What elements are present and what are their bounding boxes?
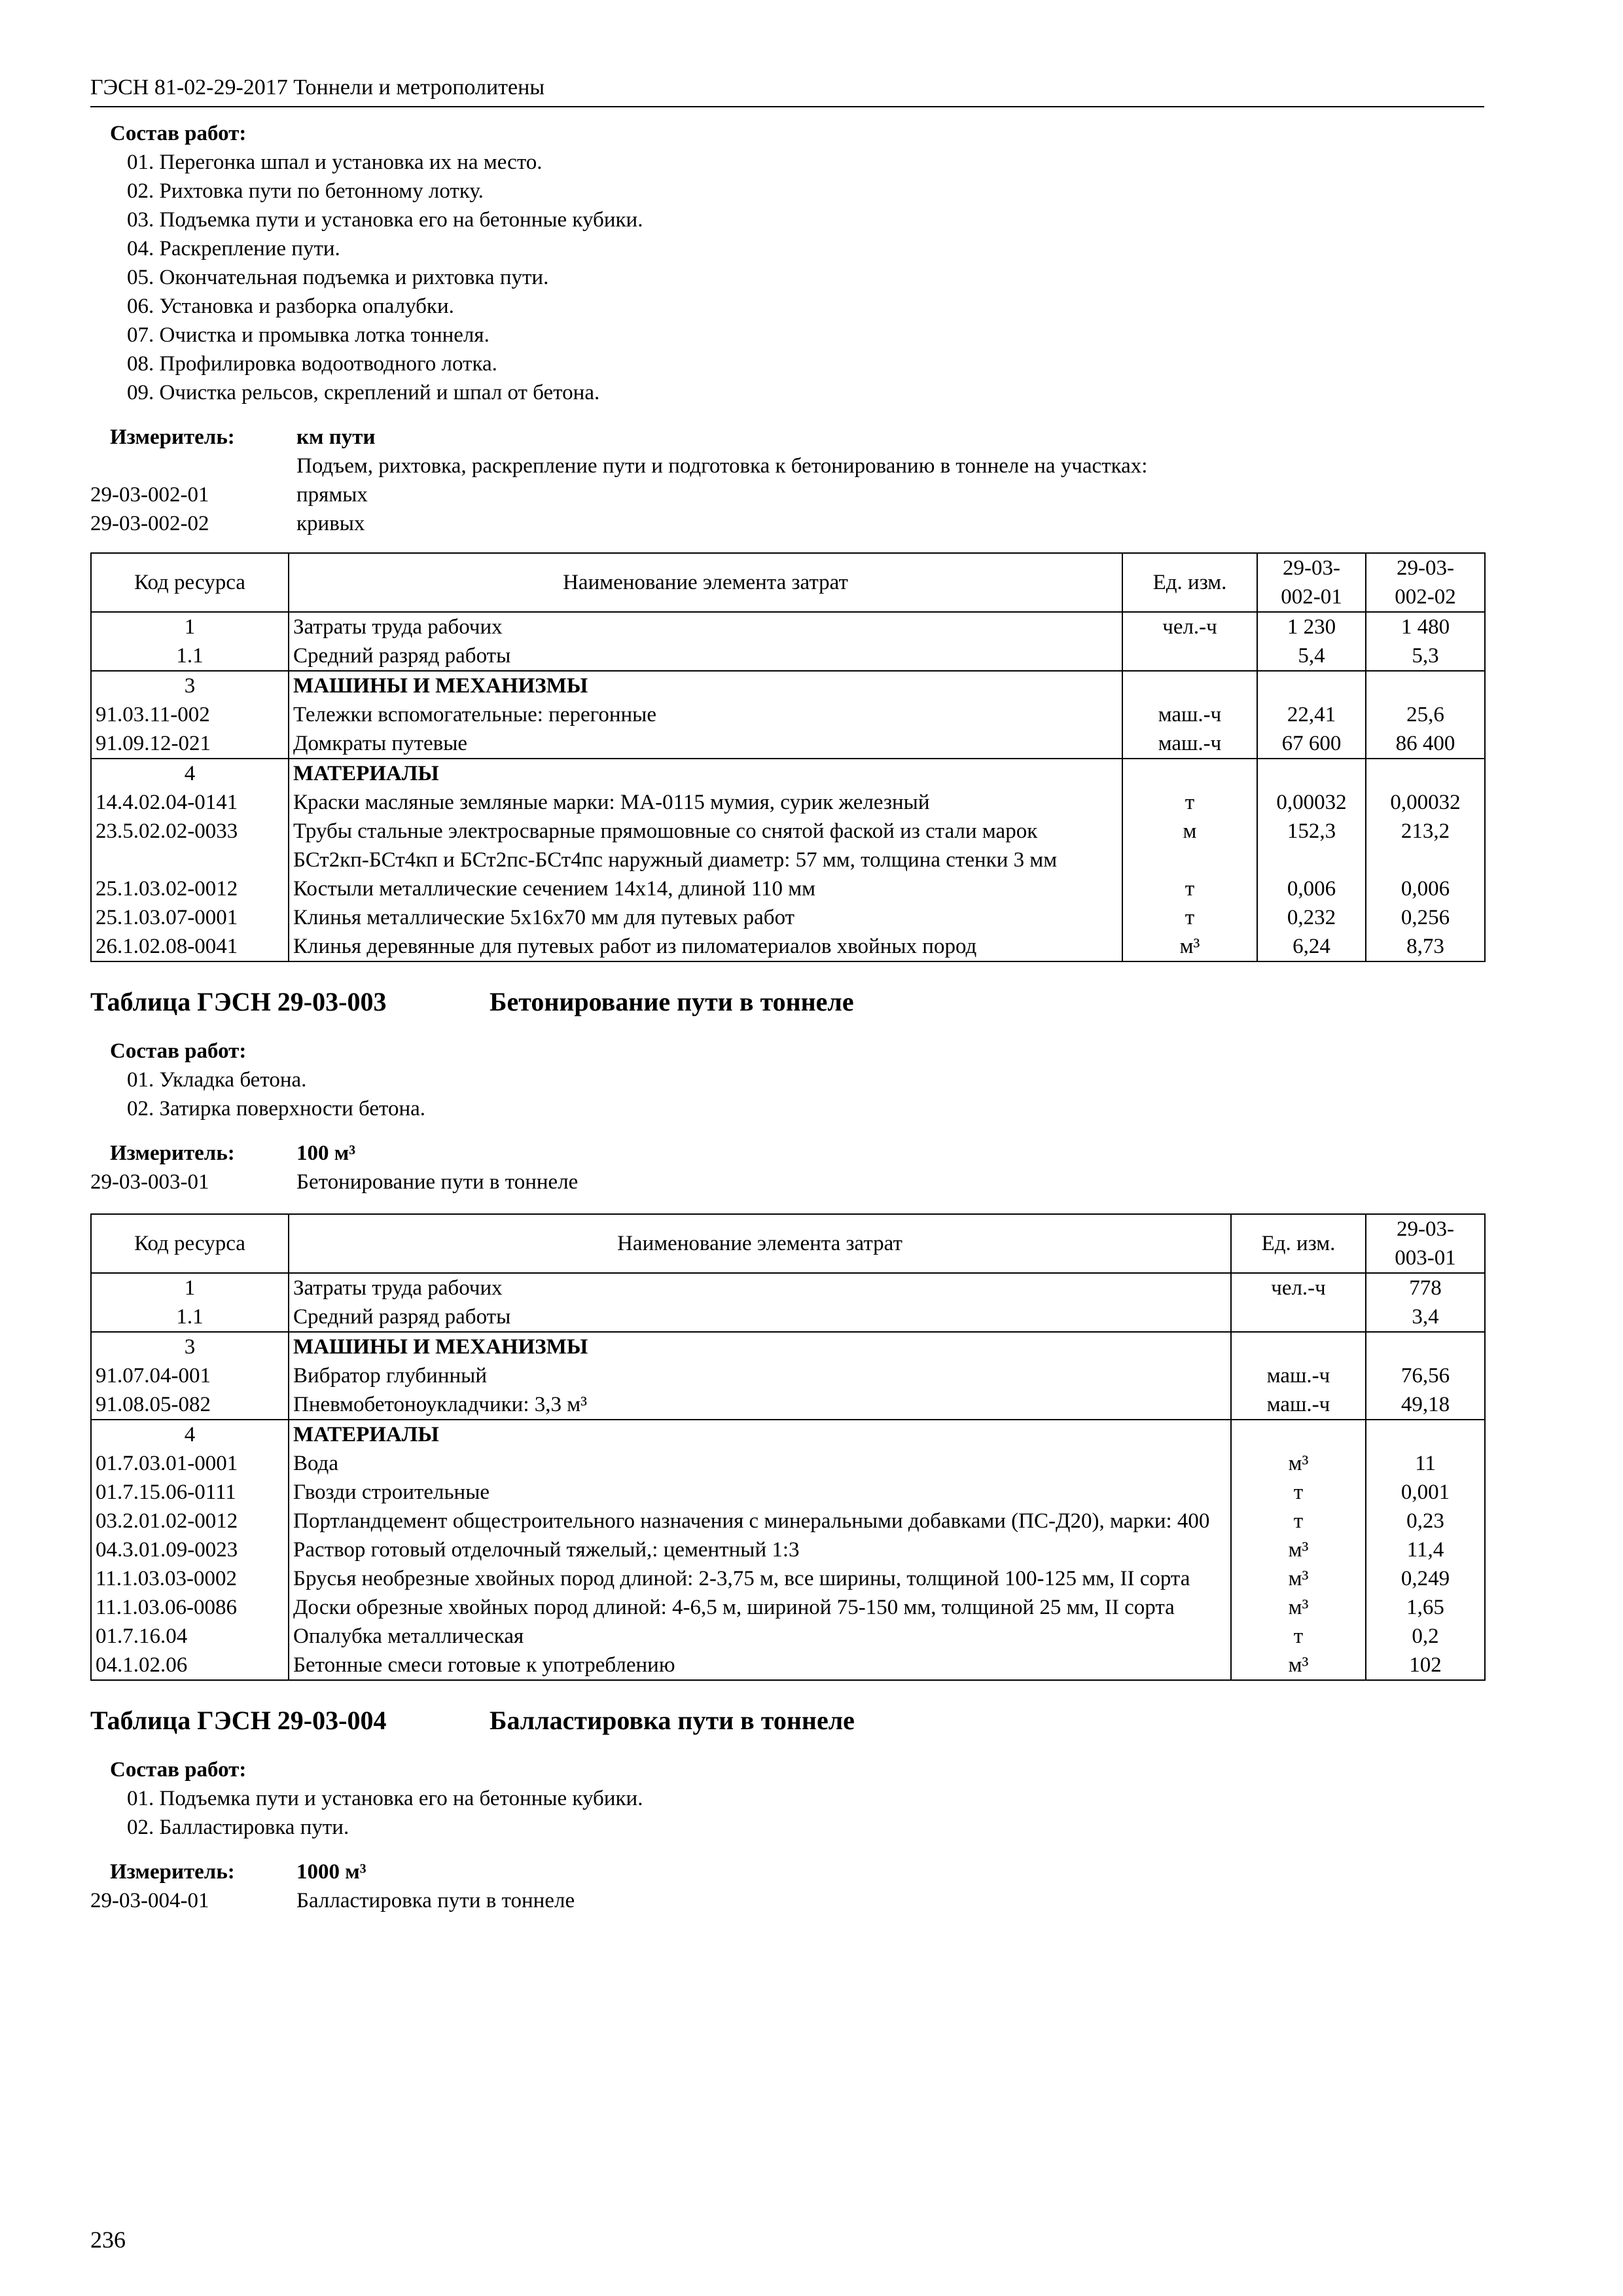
resource-code: 1.1 <box>91 641 289 671</box>
unit: т <box>1122 874 1257 903</box>
unit <box>1231 1420 1366 1449</box>
norm-value: 25,6 <box>1366 700 1485 729</box>
resource-code: 14.4.02.04-0141 <box>91 788 289 817</box>
norm-value: 5,3 <box>1366 641 1485 671</box>
code-number: 29-03-004-01 <box>90 1889 209 1912</box>
norm-value <box>1366 1420 1485 1449</box>
code-list <box>90 1168 1484 1196</box>
code-line <box>90 509 1484 538</box>
code-description: прямых <box>296 483 368 507</box>
code-number: 29-03-002-01 <box>90 483 209 507</box>
column-header: 29-03- 002-01 <box>1257 553 1366 612</box>
work-step: 01. Перегонка шпал и установка их на место. <box>127 151 543 174</box>
table-row <box>91 1273 1485 1302</box>
norm-value: 67 600 <box>1257 729 1366 759</box>
resource-code: 01.7.16.04 <box>91 1622 289 1651</box>
table-row <box>91 612 1485 641</box>
unit: т <box>1231 1507 1366 1535</box>
cost-element-name: Домкраты путевые <box>289 729 1122 759</box>
resource-code: 04.3.01.09-0023 <box>91 1535 289 1564</box>
work-step: 04. Раскрепление пути. <box>127 237 340 260</box>
cost-element-name: МАШИНЫ И МЕХАНИЗМЫ <box>289 1332 1231 1361</box>
work-step: 01. Подъемка пути и установка его на бетонные кубики. <box>127 1787 643 1810</box>
table-row <box>91 759 1485 788</box>
cost-element-name: МАТЕРИАЛЫ <box>289 1420 1231 1449</box>
unit: маш.-ч <box>1122 729 1257 759</box>
code-line <box>90 480 1484 509</box>
work-steps-list <box>127 148 1484 407</box>
cost-element-name: Бетонные смеси готовые к употреблению <box>289 1651 1231 1680</box>
table-row <box>91 1302 1485 1332</box>
norm-value: 0,00032 <box>1366 788 1485 817</box>
cost-element-name: Средний разряд работы <box>289 641 1122 671</box>
cost-element-name: Краски масляные земляные марки: МА-0115 мумия, сурик железный <box>289 788 1122 817</box>
column-header: Ед. изм. <box>1122 553 1257 612</box>
norm-value: 8,73 <box>1366 932 1485 961</box>
resource-code: 1 <box>91 612 289 641</box>
work-step: 08. Профилировка водоотводного лотка. <box>127 352 497 376</box>
norm-value <box>1366 1332 1485 1361</box>
norm-value: 0,23 <box>1366 1507 1485 1535</box>
cost-element-name: МАТЕРИАЛЫ <box>289 759 1122 788</box>
norm-value: 0,249 <box>1366 1564 1485 1593</box>
norm-value: 3,4 <box>1366 1302 1485 1332</box>
table-row <box>91 874 1485 903</box>
code-description: Бетонирование пути в тоннеле <box>296 1170 579 1194</box>
unit: т <box>1122 903 1257 932</box>
unit: маш.-ч <box>1231 1390 1366 1420</box>
norm-value: 0,00032 <box>1257 788 1366 817</box>
norm-value: 0,006 <box>1366 874 1485 903</box>
norm-value <box>1366 671 1485 700</box>
resource-code: 1 <box>91 1273 289 1302</box>
norm-value: 778 <box>1366 1273 1485 1302</box>
table-row <box>91 1622 1485 1651</box>
work-steps-list <box>127 1784 1484 1842</box>
unit: маш.-ч <box>1231 1361 1366 1390</box>
resource-code: 3 <box>91 1332 289 1361</box>
cost-element-name: Тележки вспомогательные: перегонные <box>289 700 1122 729</box>
norm-value <box>1366 759 1485 788</box>
norm-value: 102 <box>1366 1651 1485 1680</box>
resource-code: 25.1.03.07-0001 <box>91 903 289 932</box>
unit: т <box>1231 1622 1366 1651</box>
norm-value: 86 400 <box>1366 729 1485 759</box>
resource-code: 25.1.03.02-0012 <box>91 874 289 903</box>
column-header: Наименование элемента затрат <box>289 553 1122 612</box>
code-line <box>90 1168 1484 1196</box>
table-name: Бетонирование пути в тоннеле <box>490 987 854 1016</box>
code-line <box>90 1886 1484 1915</box>
work-step: 05. Окончательная подъемка и рихтовка пути. <box>127 266 549 289</box>
column-header: 29-03- 002-02 <box>1366 553 1485 612</box>
resource-code: 01.7.15.06-0111 <box>91 1478 289 1507</box>
resource-code: 91.09.12-021 <box>91 729 289 759</box>
measure-value: 1000 м³ <box>296 1860 366 1884</box>
work-step: 01. Укладка бетона. <box>127 1068 307 1092</box>
norm-value: 1 230 <box>1257 612 1366 641</box>
cost-element-name: Раствор готовый отделочный тяжелый,: цементный 1:3 <box>289 1535 1231 1564</box>
resource-code: 26.1.02.08-0041 <box>91 932 289 961</box>
measure-label: Измеритель: <box>110 1141 235 1165</box>
code-description: кривых <box>296 512 365 535</box>
composition-label: Состав работ: <box>110 1039 247 1063</box>
norm-value: 49,18 <box>1366 1390 1485 1420</box>
page-number: 236 <box>90 2227 126 2253</box>
measure-line <box>90 1857 1484 1886</box>
table-title <box>90 979 1484 1025</box>
measure-line <box>90 423 1484 452</box>
column-header: Код ресурса <box>91 1214 289 1273</box>
table-row <box>91 1507 1485 1535</box>
resource-code: 91.03.11-002 <box>91 700 289 729</box>
table-row <box>91 1449 1485 1478</box>
unit: м³ <box>1231 1449 1366 1478</box>
running-header: ГЭСН 81-02-29-2017 Тоннели и метрополитены <box>90 71 1484 107</box>
resource-code: 4 <box>91 759 289 788</box>
measure-line <box>90 1139 1484 1168</box>
norm-value: 1,65 <box>1366 1593 1485 1622</box>
norm-value: 0,001 <box>1366 1478 1485 1507</box>
unit <box>1122 759 1257 788</box>
table-row <box>91 788 1485 817</box>
work-step: 07. Очистка и промывка лотка тоннеля. <box>127 323 490 347</box>
unit: м <box>1122 817 1257 874</box>
cost-table <box>90 552 1486 962</box>
table-row <box>91 1593 1485 1622</box>
table-row <box>91 729 1485 759</box>
unit: м³ <box>1122 932 1257 961</box>
work-step: 06. Установка и разборка опалубки. <box>127 295 454 318</box>
table-title <box>90 1698 1484 1744</box>
measure-value: 100 м³ <box>296 1141 356 1165</box>
norm-value <box>1257 671 1366 700</box>
table-row <box>91 1361 1485 1390</box>
code-number: 29-03-003-01 <box>90 1170 209 1194</box>
cost-element-name: Клинья металлические 5х16х70 мм для путевых работ <box>289 903 1122 932</box>
table-row <box>91 1651 1485 1680</box>
code-list <box>90 480 1484 538</box>
cost-element-name: Пневмобетоноукладчики: 3,3 м³ <box>289 1390 1231 1420</box>
norm-value: 22,41 <box>1257 700 1366 729</box>
column-header: 29-03- 003-01 <box>1366 1214 1485 1273</box>
intro-text: Подъем, рихтовка, раскрепление пути и подготовка к бетонированию в тоннеле на участках: <box>296 454 1148 478</box>
cost-element-name: Вибратор глубинный <box>289 1361 1231 1390</box>
cost-element-name: Клинья деревянные для путевых работ из пиломатериалов хвойных пород <box>289 932 1122 961</box>
table-row <box>91 1478 1485 1507</box>
norm-value: 6,24 <box>1257 932 1366 961</box>
norm-value: 5,4 <box>1257 641 1366 671</box>
measure-value: км пути <box>296 425 376 449</box>
cost-element-name: Костыли металлические сечением 14х14, длиной 110 мм <box>289 874 1122 903</box>
composition-label: Состав работ: <box>110 1758 247 1782</box>
norm-value: 0,232 <box>1257 903 1366 932</box>
measure-label: Измеритель: <box>110 425 235 449</box>
unit: м³ <box>1231 1564 1366 1593</box>
intro-line <box>90 452 1484 480</box>
cost-table <box>90 1213 1486 1681</box>
table-row <box>91 700 1485 729</box>
unit <box>1122 671 1257 700</box>
document-page <box>90 71 1484 1915</box>
table-number: Таблица ГЭСН 29-03-003 <box>90 987 387 1016</box>
table-row <box>91 1390 1485 1420</box>
composition-label: Состав работ: <box>110 122 247 145</box>
norm-value: 0,256 <box>1366 903 1485 932</box>
unit: м³ <box>1231 1651 1366 1680</box>
resource-code: 1.1 <box>91 1302 289 1332</box>
code-number: 29-03-002-02 <box>90 512 209 535</box>
table-number: Таблица ГЭСН 29-03-004 <box>90 1706 387 1735</box>
unit: м³ <box>1231 1593 1366 1622</box>
unit: т <box>1122 788 1257 817</box>
norm-value: 0,2 <box>1366 1622 1485 1651</box>
unit <box>1231 1332 1366 1361</box>
norm-value: 0,006 <box>1257 874 1366 903</box>
unit: м³ <box>1231 1535 1366 1564</box>
work-steps-list <box>127 1066 1484 1123</box>
table-row <box>91 932 1485 961</box>
resource-code: 91.08.05-082 <box>91 1390 289 1420</box>
resource-code: 01.7.03.01-0001 <box>91 1449 289 1478</box>
code-description: Балластировка пути в тоннеле <box>296 1889 575 1912</box>
column-header: Ед. изм. <box>1231 1214 1366 1273</box>
unit <box>1122 641 1257 671</box>
column-header: Наименование элемента затрат <box>289 1214 1231 1273</box>
norm-value <box>1257 759 1366 788</box>
resource-code: 11.1.03.03-0002 <box>91 1564 289 1593</box>
cost-element-name: Гвозди строительные <box>289 1478 1231 1507</box>
resource-code: 91.07.04-001 <box>91 1361 289 1390</box>
work-step: 02. Балластировка пути. <box>127 1816 349 1839</box>
cost-element-name: Затраты труда рабочих <box>289 1273 1231 1302</box>
table-row <box>91 641 1485 671</box>
unit: чел.-ч <box>1122 612 1257 641</box>
table-row <box>91 903 1485 932</box>
norm-value: 11,4 <box>1366 1535 1485 1564</box>
table-row <box>91 1535 1485 1564</box>
unit <box>1231 1302 1366 1332</box>
resource-code: 3 <box>91 671 289 700</box>
cost-element-name: Брусья необрезные хвойных пород длиной: 2-3,75 м, все ширины, толщиной 100-125 мм, II сорта <box>289 1564 1231 1593</box>
resource-code: 23.5.02.02-0033 <box>91 817 289 874</box>
work-step: 09. Очистка рельсов, скреплений и шпал от бетона. <box>127 381 600 404</box>
table-row <box>91 817 1485 874</box>
table-row <box>91 1564 1485 1593</box>
norm-value: 152,3 <box>1257 817 1366 874</box>
norm-value: 213,2 <box>1366 817 1485 874</box>
resource-code: 03.2.01.02-0012 <box>91 1507 289 1535</box>
cost-element-name: МАШИНЫ И МЕХАНИЗМЫ <box>289 671 1122 700</box>
measure-label: Измеритель: <box>110 1860 235 1884</box>
cost-element-name: Затраты труда рабочих <box>289 612 1122 641</box>
cost-element-name: Вода <box>289 1449 1231 1478</box>
norm-value: 1 480 <box>1366 612 1485 641</box>
norm-value: 76,56 <box>1366 1361 1485 1390</box>
resource-code: 04.1.02.06 <box>91 1651 289 1680</box>
cost-element-name: Портландцемент общестроительного назначения с минеральными добавками (ПС-Д20), марки: 400 <box>289 1507 1231 1535</box>
unit: т <box>1231 1478 1366 1507</box>
table-row <box>91 1332 1485 1361</box>
resource-code: 4 <box>91 1420 289 1449</box>
table-row <box>91 1420 1485 1449</box>
norm-value: 11 <box>1366 1449 1485 1478</box>
unit: маш.-ч <box>1122 700 1257 729</box>
column-header: Код ресурса <box>91 553 289 612</box>
work-step: 02. Рихтовка пути по бетонному лотку. <box>127 179 484 203</box>
work-step: 03. Подъемка пути и установка его на бетонные кубики. <box>127 208 643 232</box>
unit: чел.-ч <box>1231 1273 1366 1302</box>
cost-element-name: Трубы стальные электросварные прямошовные со снятой фаской из стали марок БСт2кп-БСт4кп и БСт2пс-БСт4пс наружный диаметр: 57 мм, толщина стенки 3 мм <box>289 817 1122 874</box>
cost-element-name: Опалубка металлическая <box>289 1622 1231 1651</box>
table-row <box>91 671 1485 700</box>
work-step: 02. Затирка поверхности бетона. <box>127 1097 426 1121</box>
code-list <box>90 1886 1484 1915</box>
table-name: Балластировка пути в тоннеле <box>490 1706 855 1735</box>
cost-element-name: Средний разряд работы <box>289 1302 1231 1332</box>
resource-code: 11.1.03.06-0086 <box>91 1593 289 1622</box>
cost-element-name: Доски обрезные хвойных пород длиной: 4-6,5 м, шириной 75-150 мм, толщиной 25 мм, II сорта <box>289 1593 1231 1622</box>
